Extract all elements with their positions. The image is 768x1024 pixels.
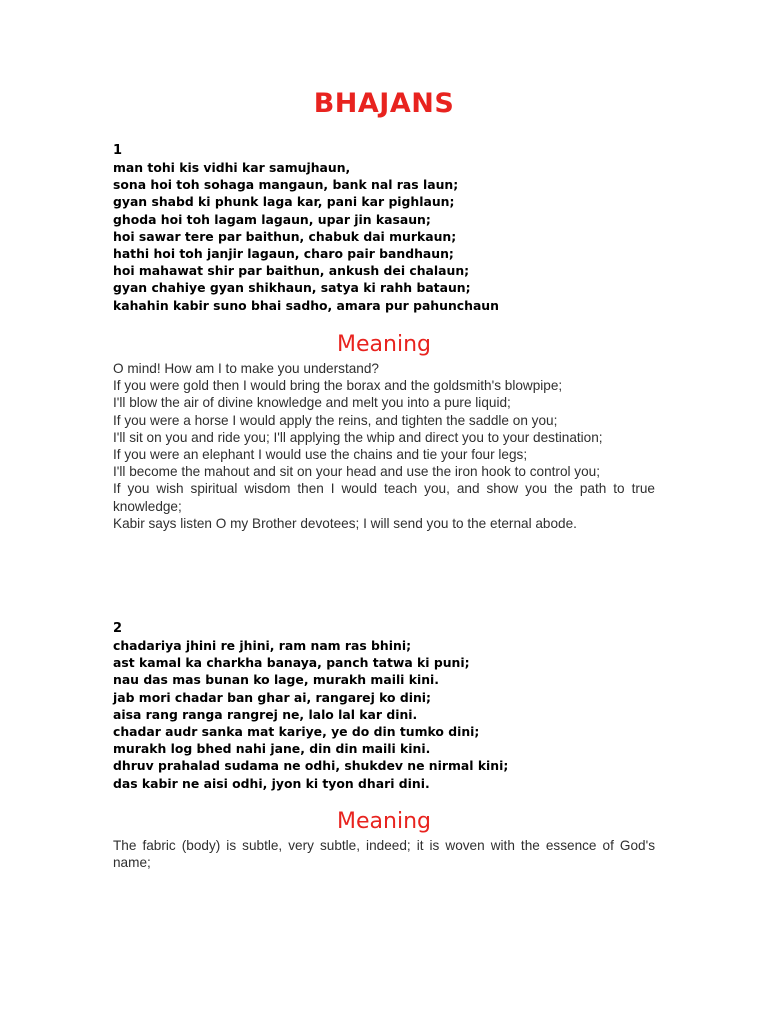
verse-line: hoi sawar tere par baithun, chabuk dai murkaun; xyxy=(113,228,457,244)
meaning-line: I'll sit on you and ride you; I'll applying the whip and direct you to your destination; xyxy=(113,429,603,445)
page-title: BHAJANS xyxy=(313,88,455,119)
verse-line: jab mori chadar ban ghar ai, rangarej ko dini; xyxy=(113,689,432,705)
verse-line: murakh log bhed nahi jane, din din maili kini. xyxy=(113,741,431,757)
bhajan-2 xyxy=(113,620,655,792)
meaning-line: Kabir says listen O my Brother devotees; I will send you to the eternal abode. xyxy=(113,515,577,531)
meaning-line: If you were an elephant I would use the chains and tie your four legs; xyxy=(113,447,528,463)
meaning-line: If you were gold then I would bring the borax and the goldsmith's blowpipe; xyxy=(113,378,563,394)
meaning-1-text xyxy=(113,360,655,532)
meaning-line: I'll become the mahout and sit on your head and use the iron hook to control you; xyxy=(113,464,600,480)
bhajan-number: 1 xyxy=(113,143,123,158)
verse-line: ast kamal ka charkha banaya, panch tatwa ki puni; xyxy=(113,655,470,671)
meaning-line: I'll blow the air of divine knowledge and melt you into a pure liquid; xyxy=(113,395,511,411)
verse-line: dhruv prahalad sudama ne odhi, shukdev ne nirmal kini; xyxy=(113,758,509,774)
bhajan-number: 2 xyxy=(113,621,123,636)
bhajan-1 xyxy=(113,142,655,314)
meaning-line: If you wish spiritual wisdom then I would teach you, and show you the path to true knowledge; xyxy=(113,481,655,514)
verse-line: kahahin kabir suno bhai sadho, amara pur pahunchaun xyxy=(113,297,499,313)
meaning-heading: Meaning xyxy=(337,332,431,357)
bhajan-verse xyxy=(113,637,655,792)
meaning-2 xyxy=(113,809,655,835)
meaning-heading: Meaning xyxy=(337,809,431,834)
bhajan-verse xyxy=(113,159,655,314)
verse-line: ghoda hoi toh lagam lagaun, upar jin kasaun; xyxy=(113,211,431,227)
verse-line: gyan chahiye gyan shikhaun, satya ki rahh bataun; xyxy=(113,280,471,296)
meaning-2-text xyxy=(113,837,655,871)
meaning-line: O mind! How am I to make you understand? xyxy=(113,361,379,376)
verse-line: chadariya jhini re jhini, ram nam ras bhini; xyxy=(113,638,412,653)
verse-line: chadar audr sanka mat kariye, ye do din tumko dini; xyxy=(113,724,480,740)
verse-line: aisa rang ranga rangrej ne, lalo lal kar dini. xyxy=(113,706,418,722)
verse-line: gyan shabd ki phunk laga kar, pani kar pighlaun; xyxy=(113,194,455,210)
meaning-line: If you were a horse I would apply the reins, and tighten the saddle on you; xyxy=(113,412,558,428)
meaning-line: The fabric (body) is subtle, very subtle, indeed; it is woven with the essence of God's name; xyxy=(113,838,655,871)
verse-line: nau das mas bunan ko lage, murakh maili kini. xyxy=(113,672,440,688)
verse-line: hathi hoi toh janjir lagaun, charo pair bandhaun; xyxy=(113,246,454,262)
verse-line: man tohi kis vidhi kar samujhaun, xyxy=(113,160,351,175)
verse-line: sona hoi toh sohaga mangaun, bank nal ras laun; xyxy=(113,177,459,193)
verse-line: das kabir ne aisi odhi, jyon ki tyon dhari dini. xyxy=(113,775,430,791)
meaning-1 xyxy=(113,332,655,358)
verse-line: hoi mahawat shir par baithun, ankush dei chalaun; xyxy=(113,263,470,279)
